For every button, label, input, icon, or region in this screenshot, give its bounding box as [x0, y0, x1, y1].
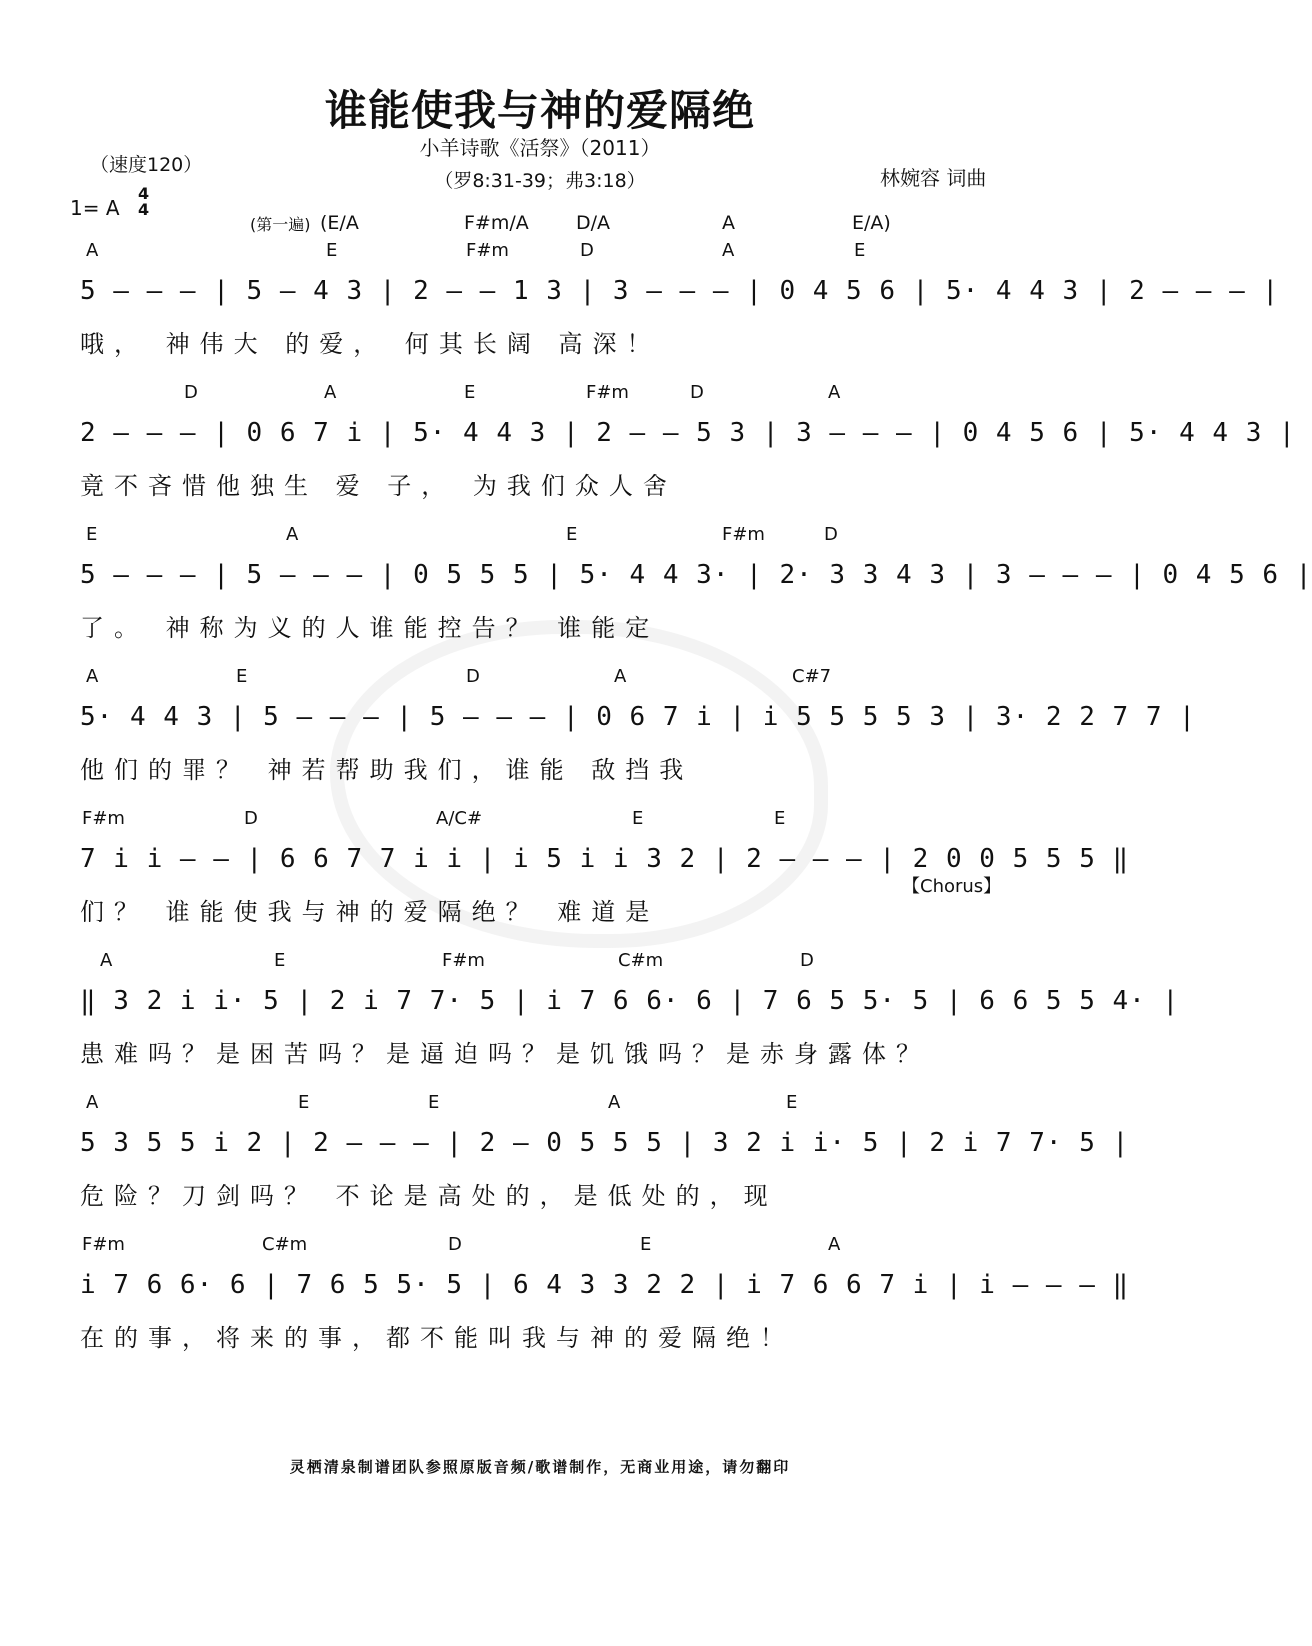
chord-line [80, 808, 1020, 832]
first-pass-label: (第一遍) [250, 215, 311, 234]
chord-symbol: D [580, 240, 594, 261]
score-row-2 [80, 382, 1296, 522]
time-signature-bottom: 4 [138, 200, 150, 219]
chord-symbol: E [854, 240, 866, 261]
chord-symbol: F#m [82, 808, 125, 829]
pass-chord: E/A) [852, 212, 891, 234]
key-signature: 1= A [70, 196, 120, 220]
score-row-4 [80, 666, 1196, 806]
chord-symbol: E [326, 240, 338, 261]
numbered-notation: 7 i i — — | 6 6 7 7 i i | i 5 i i 3 2 | 2 — — — | 2 0 0 5 5 5 ‖ [80, 844, 1130, 874]
chord-symbol: A [828, 382, 841, 403]
composer-credit: 林婉容 词曲 [880, 166, 987, 190]
chord-line [80, 1092, 1020, 1116]
chord-line [80, 666, 1020, 690]
chord-symbol: E [236, 666, 248, 687]
pass-chord: D/A [576, 212, 611, 234]
chord-symbol: F#m [82, 1234, 125, 1255]
lyric-line: 患难吗？是困苦吗？是逼迫吗？是饥饿吗？是赤身露体？ [80, 1040, 930, 1068]
chord-symbol: C#7 [792, 666, 832, 687]
chord-symbol: E [786, 1092, 798, 1113]
chord-symbol: A [86, 666, 99, 687]
chord-symbol: E [566, 524, 578, 545]
chord-symbol: F#m [722, 524, 765, 545]
chord-symbol: A [828, 1234, 841, 1255]
score-row-3 [80, 524, 1312, 664]
chord-symbol: E [86, 524, 98, 545]
chord-symbol: D [690, 382, 704, 403]
score-row-1 [80, 240, 1280, 380]
chord-symbol: A [614, 666, 627, 687]
lyric-line: 哦， 神伟大 的爱， 何其长阔 高深！ [80, 330, 661, 358]
numbered-notation: i 7 6 6· 6 | 7 6 5 5· 5 | 6 4 3 3 2 2 | i 7 6 6 7 i | i — — — ‖ [80, 1270, 1130, 1300]
time-signature-top: 4 [138, 184, 150, 203]
chord-symbol: F#m [586, 382, 629, 403]
chord-symbol: E [632, 808, 644, 829]
pass-chord: A [722, 212, 735, 234]
chord-symbol: A [86, 1092, 99, 1113]
chord-symbol: D [244, 808, 258, 829]
pass-chord: (E/A [320, 212, 359, 234]
chord-line [80, 240, 1020, 264]
chord-symbol: E [274, 950, 286, 971]
chord-symbol: E [428, 1092, 440, 1113]
chord-symbol: A [286, 524, 299, 545]
chord-line [80, 524, 1020, 548]
chord-symbol: C#m [262, 1234, 308, 1255]
chord-line [80, 1234, 1020, 1258]
lyric-line: 危险？刀剑吗？ 不论是高处的，是低处的，现 [80, 1182, 778, 1210]
chord-symbol: F#m [442, 950, 485, 971]
chord-symbol: A [324, 382, 337, 403]
lyric-line: 们？ 谁能使我与神的爱隔绝？ 难道是 [80, 898, 660, 926]
chord-symbol: A [86, 240, 99, 261]
chord-symbol: D [800, 950, 814, 971]
numbered-notation: ‖ 3 2 i i· 5 | 2 i 7 7· 5 | i 7 6 6· 6 | 7 6 5 5· 5 | 6 6 5 5 4· | [80, 986, 1180, 1016]
numbered-notation: 2 — — — | 0 6 7 i | 5· 4 4 3 | 2 — — 5 3 | 3 — — — | 0 4 5 6 | 5· 4 4 3 | [80, 418, 1296, 448]
lyric-line: 在的事，将来的事，都不能叫我与神的爱隔绝！ [80, 1324, 794, 1352]
lyric-line: 了。 神称为义的人谁能控告？ 谁能定 [80, 614, 660, 642]
numbered-notation: 5 — — — | 5 — — — | 0 5 5 5 | 5· 4 4 3· | 2· 3 3 4 3 | 3 — — — | 0 4 5 6 | [80, 560, 1312, 590]
song-subtitle: 小羊诗歌《活祭》（2011） [419, 136, 661, 160]
chord-symbol: D [466, 666, 480, 687]
chord-symbol: A [100, 950, 113, 971]
numbered-notation: 5 — — — | 5 — 4 3 | 2 — — 1 3 | 3 — — — | 0 4 5 6 | 5· 4 4 3 | 2 — — — | [80, 276, 1280, 306]
time-signature [138, 186, 149, 218]
song-title: 谁能使我与神的爱隔绝 [324, 86, 755, 135]
scripture-reference: （罗8:31-39；弗3:18） [434, 170, 646, 192]
score-row-8 [80, 1234, 1130, 1374]
chord-symbol: F#m [466, 240, 509, 261]
chord-symbol: A/C# [436, 808, 483, 829]
numbered-notation: 5 3 5 5 i 2 | 2 — — — | 2 — 0 5 5 5 | 3 2 i i· 5 | 2 i 7 7· 5 | [80, 1128, 1130, 1158]
chord-line [80, 950, 1020, 974]
tempo-marking: （速度120） [90, 154, 203, 176]
score-row-7 [80, 1092, 1130, 1232]
chord-symbol: E [298, 1092, 310, 1113]
chord-symbol: D [184, 382, 198, 403]
chord-symbol: D [448, 1234, 462, 1255]
chord-symbol: A [722, 240, 735, 261]
chord-symbol: D [824, 524, 838, 545]
chord-symbol: E [464, 382, 476, 403]
copyright-footer: 灵栖清泉制谱团队参照原版音频/歌谱制作，无商业用途，请勿翻印 [289, 1458, 791, 1476]
chord-symbol: E [774, 808, 786, 829]
lyric-line: 他们的罪？ 神若帮助我们，谁能 敌挡我 [80, 756, 694, 784]
chord-symbol: E [640, 1234, 652, 1255]
score-row-6 [80, 950, 1180, 1090]
chord-line [80, 382, 1020, 406]
score-row-5 [80, 808, 1130, 948]
lyric-line: 竟不吝惜他独生 爱 子， 为我们众人舍 [80, 472, 677, 500]
numbered-notation: 5· 4 4 3 | 5 — — — | 5 — — — | 0 6 7 i | i 5 5 5 5 3 | 3· 2 2 7 7 | [80, 702, 1196, 732]
chord-symbol: C#m [618, 950, 664, 971]
chord-symbol: A [608, 1092, 621, 1113]
pass-chord: F#m/A [464, 212, 529, 234]
chorus-marker: 【Chorus】 [902, 876, 1002, 897]
